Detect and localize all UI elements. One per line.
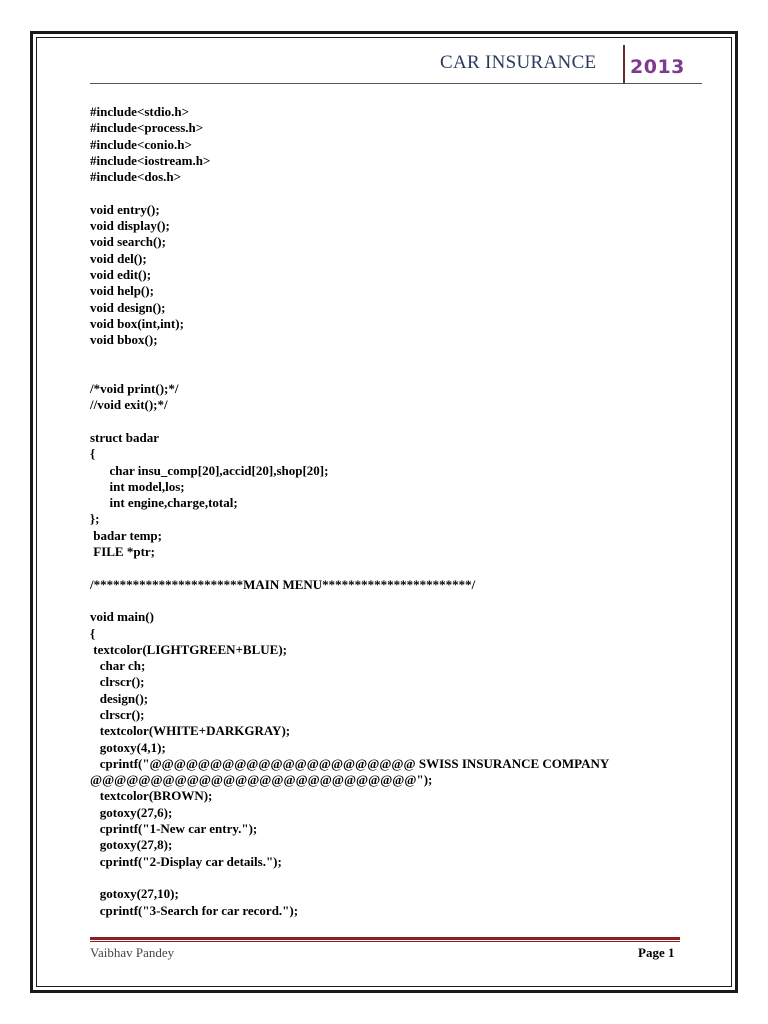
code-line: #include<stdio.h> [90, 104, 189, 119]
code-line: char insu_comp[20],accid[20],shop[20]; [90, 462, 329, 478]
code-line: #include<process.h> [90, 120, 204, 136]
code-line: char ch; [90, 658, 146, 674]
code-line: //void exit();*/ [90, 397, 168, 413]
code-line: cprintf("@@@@@@@@@@@@@@@@@@@@@@ SWISS INSURANCE COMPANY [90, 755, 610, 771]
code-line: design(); [90, 690, 149, 706]
code-line [90, 365, 700, 381]
code-line: void help(); [90, 283, 154, 299]
code-line: #include<dos.h> [90, 169, 182, 185]
page-number: Page 1 [638, 945, 675, 960]
footer-author: Vaibhav Pandey [90, 945, 175, 960]
code-line: gotoxy(4,1); [90, 739, 166, 755]
code-line: #include<conio.h> [90, 136, 192, 152]
code-line: badar temp; [90, 527, 162, 543]
code-line: textcolor(BROWN); [90, 788, 213, 804]
code-line: void del(); [90, 250, 147, 266]
code-line [90, 185, 700, 201]
code-line: { [90, 625, 96, 641]
code-line: void bbox(); [90, 332, 158, 348]
code-line: textcolor(WHITE+DARKGRAY); [90, 723, 291, 739]
code-line: void entry(); [90, 201, 160, 217]
code-line: void display(); [90, 218, 170, 234]
code-line [90, 560, 700, 576]
code-line: }; [90, 511, 100, 527]
code-line: @@@@@@@@@@@@@@@@@@@@@@@@@@@"); [90, 772, 433, 788]
code-line: gotoxy(27,6); [90, 804, 173, 820]
code-listing [90, 104, 700, 919]
code-line [90, 593, 700, 609]
code-line [90, 348, 700, 364]
code-line: gotoxy(27,10); [90, 886, 179, 902]
footer-rule [90, 937, 680, 940]
code-line: int engine,charge,total; [90, 495, 238, 511]
code-line: gotoxy(27,8); [90, 837, 173, 853]
code-line: cprintf("3-Search for car record."); [90, 902, 299, 918]
header-divider [623, 45, 625, 84]
code-line [90, 870, 700, 886]
code-line: clrscr(); [90, 706, 145, 722]
footer-rule-thin [90, 941, 680, 942]
header-title: CAR INSURANCE [440, 52, 597, 73]
code-line: void design(); [90, 299, 166, 315]
code-line: clrscr(); [90, 674, 145, 690]
header-rule [90, 83, 702, 84]
code-line: void edit(); [90, 266, 152, 282]
code-line: void box(int,int); [90, 315, 184, 331]
code-line: struct badar [90, 429, 159, 445]
code-line: /***********************MAIN MENU***********************/ [90, 576, 476, 592]
code-line: textcolor(LIGHTGREEN+BLUE); [90, 641, 287, 657]
code-line: #include<iostream.h> [90, 152, 211, 168]
code-line: int model,los; [90, 478, 185, 494]
code-line: FILE *ptr; [90, 544, 155, 560]
code-line: /*void print();*/ [90, 381, 179, 397]
code-line: cprintf("1-New car entry."); [90, 821, 258, 837]
code-line: void search(); [90, 234, 166, 250]
code-line: void main() [90, 609, 154, 625]
code-line: { [90, 446, 96, 462]
header-year: 2013 [630, 56, 685, 78]
code-line: cprintf("2-Display car details."); [90, 853, 282, 869]
code-line [90, 414, 700, 430]
